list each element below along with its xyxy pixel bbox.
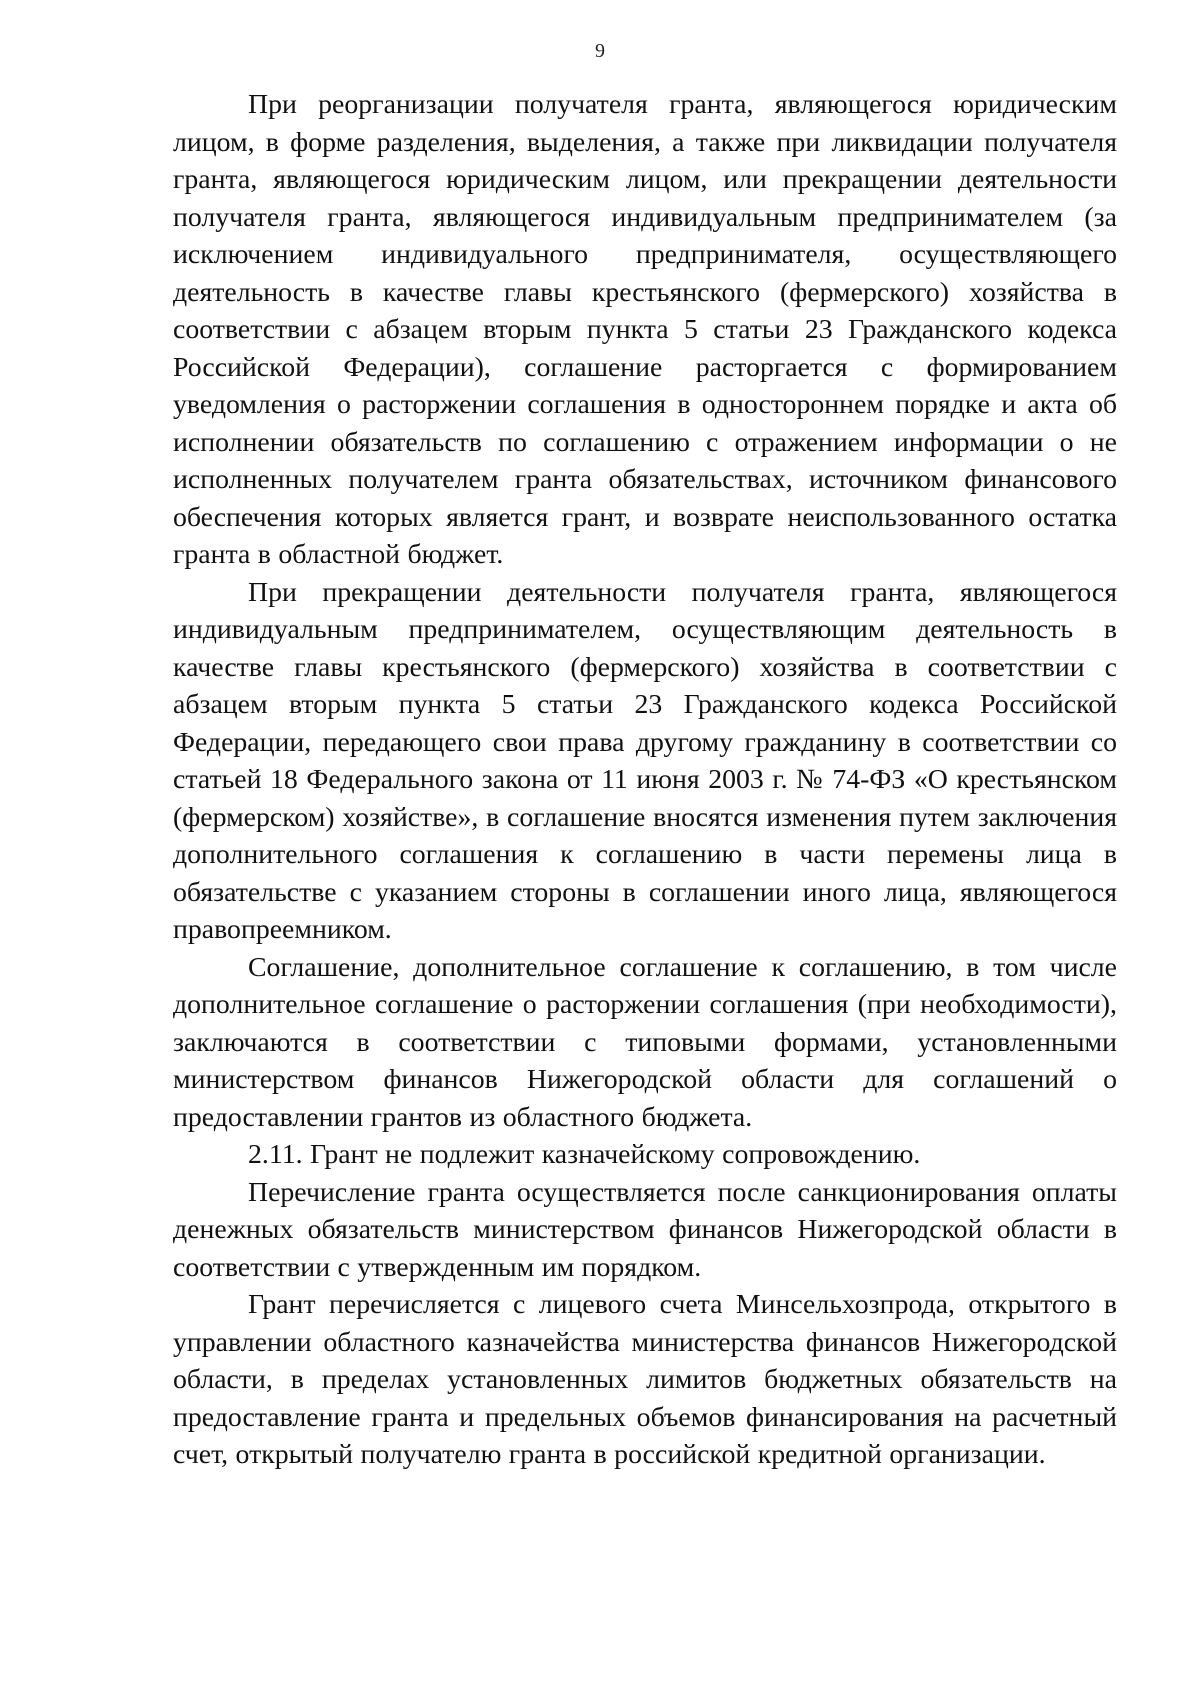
paragraph-2-11-treasury: 2.11. Грант не подлежит казначейскому сопровождению. <box>248 1139 921 1170</box>
paragraph-reorganization: При реорганизации получателя гранта, являющегося юридическим лицом, в форме разделения, выделения, а также при ликвидации получателя гранта, являющегося юридическим лицом, или прекращении деятельности получателя гранта, являющегося индивидуальным предпринимателем (за исключением индивидуального предпринимателя, осуществляющего деятельность в качестве главы крестьянского (фермерского) хозяйства в соответствии с абзацем вторым пункта 5 статьи 23 Гражданского кодекса Российской Федерации), соглашение расторгается с формированием уведомления о расторжении соглашения в одностороннем порядке и акта об исполнении обязательств по соглашению с отражением информации о не исполненных получателем гранта обязательствах, источником финансового обеспечения которых является грант, и возврате неиспользованного остатка гранта в областной бюджет. <box>173 89 1117 570</box>
paragraph-agreement-forms: Соглашение, дополнительное соглашение к соглашению, в том числе дополнительное соглашение о расторжении соглашения (при необходимости), заключаются в соответствии с типовыми формами, установленными министерством финансов Нижегородской области для соглашений о предоставлении грантов из областного бюджета. <box>173 951 1117 1133</box>
page-number: 9 <box>595 40 605 62</box>
paragraph-transfer-sanction: Перечисление гранта осуществляется после санкционирования оплаты денежных обязательств министерством финансов Нижегородской области в соответствии с утвержденным им порядком. <box>173 1176 1117 1283</box>
paragraph-termination-farmer: При прекращении деятельности получателя гранта, являющегося индивидуальным предпринимателем, осуществляющим деятельность в качестве главы крестьянского (фермерского) хозяйства в соответствии с абзацем вторым пункта 5 статьи 23 Гражданского кодекса Российской Федерации, передающего свои права другому гражданину в соответствии со статьей 18 Федерального закона от 11 июня 2003 г. № 74-ФЗ «О крестьянском (фермерском) хозяйстве», в соглашение вносятся изменения путем заключения дополнительного соглашения к соглашению в части перемены лица в обязательстве с указанием стороны в соглашении иного лица, являющегося правопреемником. <box>173 576 1117 945</box>
document-body <box>173 86 1117 1474</box>
paragraph-transfer-account: Грант перечисляется с лицевого счета Минсельхозпрода, открытого в управлении областного казначейства министерства финансов Нижегородской области, в пределах установленных лимитов бюджетных обязательств на предоставление гранта и предельных объемов финансирования на расчетный счет, открытый получателю гранта в российской кредитной организации. <box>173 1289 1117 1470</box>
